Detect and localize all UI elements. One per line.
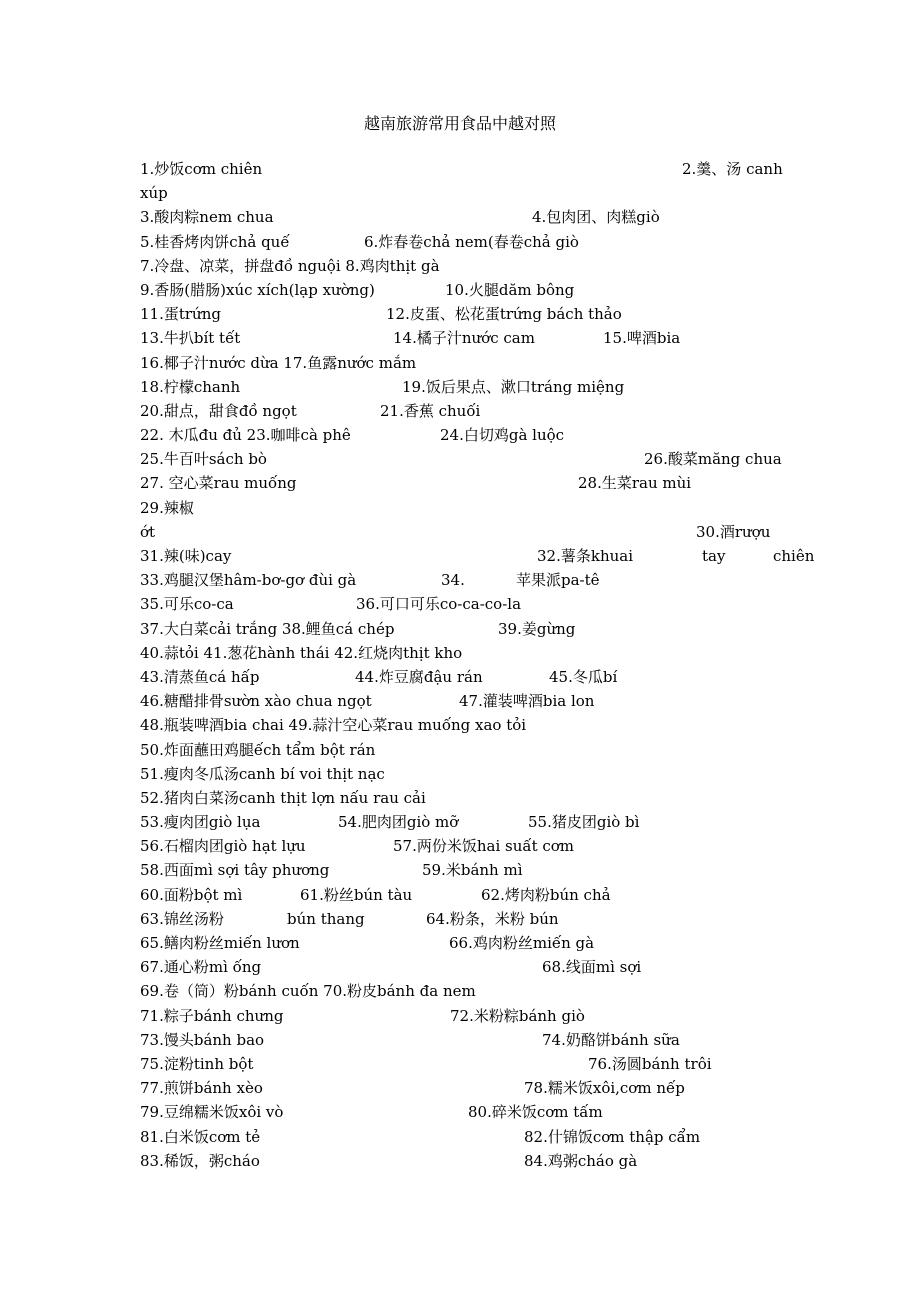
vocab-entry: 5.桂香烤肉饼chả quế [140,232,290,251]
vocab-entry: bún thang [287,909,365,928]
vocab-line [140,762,820,786]
vocab-line [140,278,820,302]
vocab-line [140,1076,820,1100]
vocab-line [140,713,820,737]
vocab-entry: 44.炸豆腐đậu rán [355,667,483,686]
vocab-entry: xúp [140,184,168,203]
vocab-line [140,1028,820,1052]
vocab-entry: 67.通心粉mì ống [140,958,262,977]
vocab-entry: 73.馒头bánh bao [140,1030,265,1049]
vocab-entry: 11.蛋trứng [140,305,221,324]
vocab-entry: 66.鸡肉粉丝miến gà [449,934,595,952]
vocab-line [140,641,820,665]
vocab-line [140,738,820,762]
vocab-entry: tay [702,547,726,565]
vocab-line [140,907,820,931]
vocab-entry: 51.瘦肉冬瓜汤canh bí voi thịt nạc [140,764,385,783]
vocab-line [140,1004,820,1028]
vocab-line [140,544,820,568]
vocab-entry: 54.肥肉团giò mỡ [338,813,459,832]
vocab-entry: 75.淀粉tinh bột [140,1054,254,1073]
vocab-entry: ớt [140,522,156,541]
vocab-entry: 25.牛百叶sách bò [140,450,267,469]
vocab-line [140,1149,820,1173]
vocab-line [140,955,820,979]
vocab-line [140,810,820,834]
vocab-entry: 36.可口可乐co-ca-co-la [356,595,522,614]
vocab-entry: 52.猪肉白菜汤canh thịt lợn nấu rau cải [140,788,426,807]
vocab-line [140,205,820,229]
vocab-entry: 80.碎米饭cơm tấm [468,1103,603,1122]
vocab-entry: 48.瓶装啤酒bia chai 49.蒜汁空心菜rau muống xao tỏi [140,716,527,735]
vocab-line [140,979,820,1003]
vocab-entry: 7.冷盘、凉菜，拼盘đồ nguội 8.鸡肉thịt gà [140,256,440,275]
vocab-line [140,496,820,520]
vocab-entry: 21.香蕉 chuối [380,401,481,420]
vocab-entry: 53.瘦肉团giò lụa [140,813,261,832]
vocab-entry: 6.炸春卷chả nem(春卷chả giò [364,232,579,251]
vocab-entry: 58.西面mì sợi tây phương [140,861,330,880]
vocab-entry: 60.面粉bột mì [140,885,243,904]
vocab-entry: 29.辣椒 [140,498,194,517]
vocab-entry: 27. 空心菜rau muống [140,474,297,493]
vocab-line [140,1052,820,1076]
vocab-entry: 16.椰子汁nước dừa 17.鱼露nước mắm [140,353,417,372]
vocab-entry: 18.柠檬chanh [140,377,241,396]
vocab-entry: 63.锦丝汤粉 [140,909,224,928]
vocab-entry: 45.冬瓜bí [549,667,618,686]
vocab-entry: 64.粉条，米粉 bún [426,909,559,928]
vocab-entry: 1.炒饭cơm chiên [140,160,263,178]
vocab-entry: 33.鸡腿汉堡hâm-bơ-gơ đùi gà [140,571,357,590]
vocab-line [140,786,820,810]
vocab-line [140,1100,820,1124]
vocab-line [140,254,820,278]
vocab-entry: 19.饭后果点、漱口tráng miệng [402,377,625,396]
vocab-entry: 3.酸肉粽nem chua [140,208,274,227]
vocab-line [140,230,820,254]
vocab-line [140,399,820,423]
vocab-line [140,834,820,858]
vocab-entry: 62.烤肉粉bún chả [481,885,611,904]
vocab-line [140,617,820,641]
vocab-entry: 苹果派pa-tê [516,571,600,590]
vocab-entry: chiên [773,547,815,565]
vocab-line [140,883,820,907]
vocab-entry: 40.蒜tỏi 41.葱花hành thái 42.红烧肉thịt kho [140,643,463,662]
vocab-entry: 78.糯米饭xôi,cơm nếp [524,1079,685,1098]
vocab-entry: 83.稀饭，粥cháo [140,1151,260,1170]
vocab-line [140,423,820,447]
vocab-line [140,447,820,471]
vocab-entry: 84.鸡粥cháo gà [524,1151,638,1170]
vocab-entry: 72.米粉粽bánh giò [450,1006,585,1025]
vocab-entry: 68.线面mì sợi [542,958,642,977]
vocab-line [140,351,820,375]
vocab-entry: 30.酒rượu [696,522,771,541]
vocab-entry: 74.奶酪饼bánh sữa [542,1030,680,1049]
vocab-entry: 76.汤圆bánh trôi [588,1054,712,1073]
vocab-line [140,568,820,592]
vocab-entry: 12.皮蛋、松花蛋trứng bách thảo [386,305,622,324]
vocab-entry: 47.灌装啤酒bia lon [459,692,595,711]
vocab-line [140,302,820,326]
vocab-line [140,471,820,495]
vocab-entry: 39.姜gừng [498,619,576,638]
vocab-entry: 22. 木瓜đu đủ 23.咖啡cà phê [140,426,351,445]
vocab-entry: 79.豆绵糯米饭xôi vò [140,1103,284,1122]
vocab-entry: 57.两份米饭hai suất cơm [393,837,575,856]
vocab-line [140,181,820,205]
vocab-line [140,665,820,689]
vocab-entry: 14.橘子汁nước cam [393,329,535,348]
vocab-entry: 13.牛扒bít tết [140,329,241,348]
vocab-entry: 31.辣(味)cay [140,547,232,565]
vocab-line [140,1125,820,1149]
vocab-entry: 77.煎饼bánh xèo [140,1079,263,1098]
vocab-entry: 26.酸菜măng chua [644,450,782,469]
vocab-entry: 10.火腿dăm bông [445,280,575,299]
vocab-entry: 32.薯条khuai [537,547,634,565]
vocab-entry: 35.可乐co-ca [140,595,234,614]
vocabulary-list [140,157,820,1173]
vocab-entry: 20.甜点，甜食đồ ngọt [140,401,297,420]
vocab-entry: 2.羹、汤 canh [682,160,783,178]
vocab-line [140,931,820,955]
vocab-line [140,375,820,399]
vocab-line [140,858,820,882]
vocab-line [140,520,820,544]
vocab-entry: 61.粉丝bún tàu [300,885,413,904]
vocab-entry: 46.糖醋排骨sườn xào chua ngọt [140,692,372,711]
document-title: 越南旅游常用食品中越对照 [363,114,556,133]
vocab-entry: 71.粽子bánh chưng [140,1006,284,1025]
vocab-entry: 81.白米饭cơm tẻ [140,1127,261,1146]
vocab-line [140,689,820,713]
vocab-entry: 69.卷（筒）粉bánh cuốn 70.粉皮bánh đa nem [140,982,476,1001]
vocab-entry: 34. [441,571,465,590]
vocab-entry: 82.什锦饭cơm thập cẩm [524,1127,701,1146]
vocab-line [140,326,820,350]
vocab-entry: 15.啤酒bia [603,329,681,348]
vocab-entry: 28.生菜rau mùi [578,474,692,493]
vocab-line [140,157,820,181]
vocab-entry: 56.石榴肉团giò hạt lựu [140,837,306,856]
vocab-line [140,592,820,616]
vocab-entry: 9.香肠(腊肠)xúc xích(lạp xường) [140,280,375,299]
vocab-entry: 65.鳝肉粉丝miến lươn [140,934,300,952]
vocab-entry: 59.米bánh mì [422,861,523,880]
vocab-entry: 37.大白菜cải trắng 38.鲤鱼cá chép [140,619,395,638]
vocab-entry: 55.猪皮团giò bì [528,813,640,832]
vocab-entry: 43.清蒸鱼cá hấp [140,667,260,686]
vocab-entry: 4.包肉团、肉糕giò [532,208,660,227]
vocab-entry: 24.白切鸡gà luộc [440,426,565,445]
vocab-entry: 50.炸面蘸田鸡腿ếch tẩm bột rán [140,740,376,759]
